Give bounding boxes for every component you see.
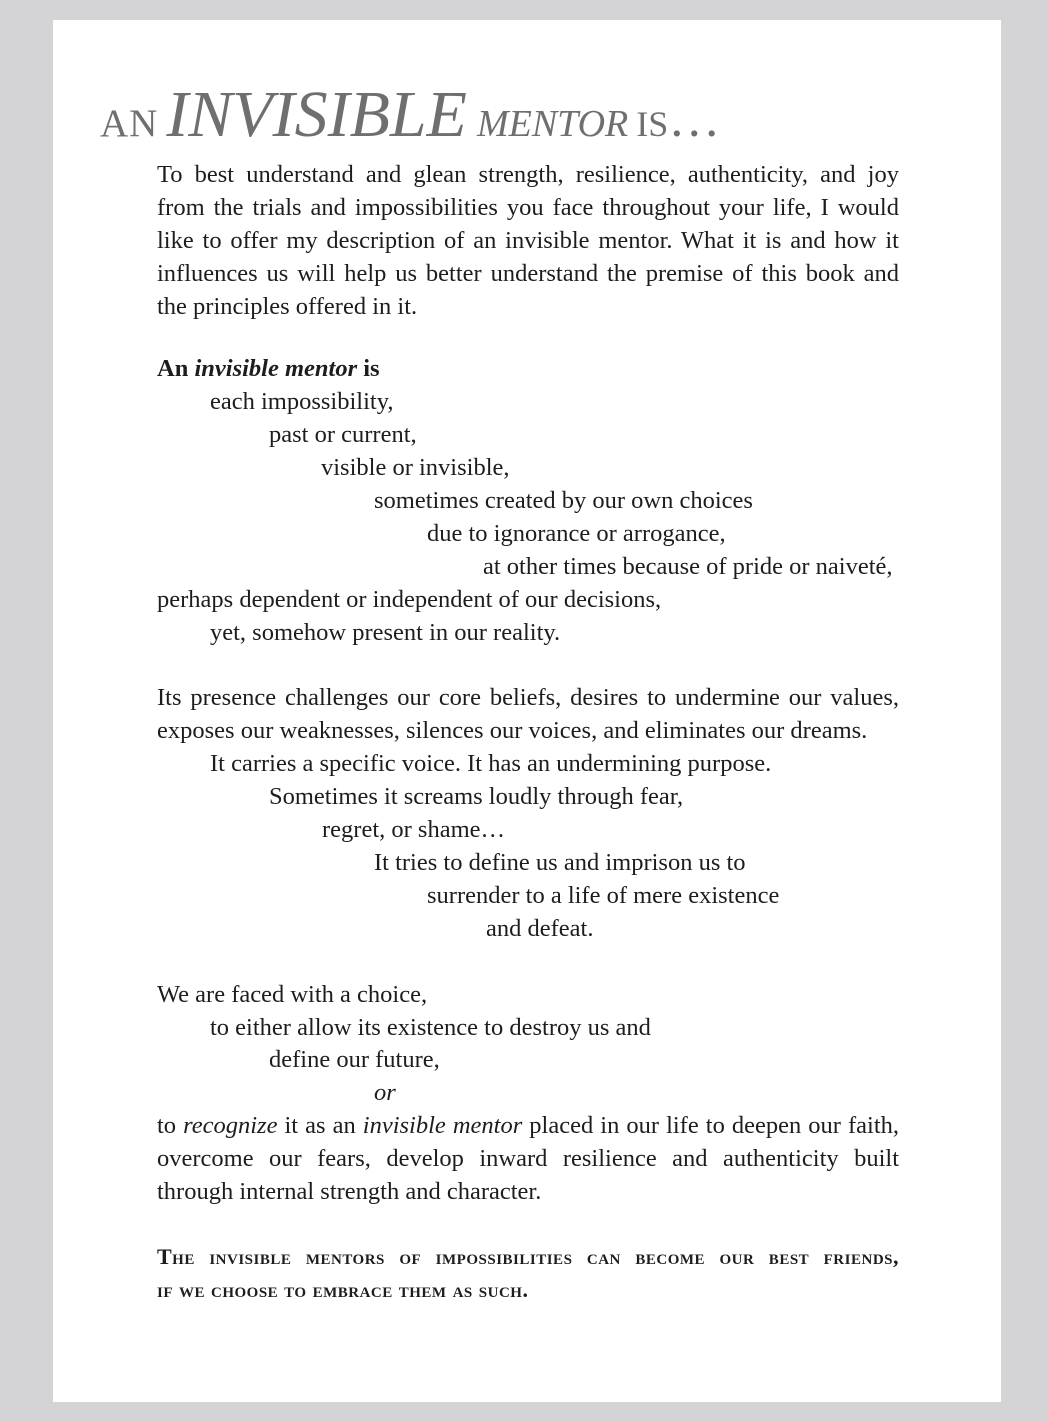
- definition-line: due to ignorance or arrogance,: [427, 520, 726, 547]
- choice-line: to either allow its existence to destroy us and: [210, 1014, 651, 1041]
- title-word-invisible: INVISIBLE: [166, 78, 467, 151]
- definition-lead: [157, 354, 380, 384]
- definition-line: sometimes created by our own choices: [374, 487, 753, 514]
- presence-line: Sometimes it screams loudly through fear,: [269, 783, 684, 810]
- recognize-word: recognize: [183, 1112, 278, 1139]
- definition-line: yet, somehow present in our reality.: [210, 619, 561, 646]
- definition-line: at other times because of pride or naiveté,: [483, 553, 893, 580]
- recognize-rest: placed in our life to deepen our faith,: [529, 1112, 900, 1139]
- closing-line: The invisible mentors of impossibilities can become our best friends,: [157, 1244, 899, 1269]
- choice-tail-line: overcome our fears, develop inward resilience and authenticity built: [157, 1145, 899, 1172]
- definition-lead-is: is: [363, 355, 380, 382]
- presence-line: It carries a specific voice. It has an undermining purpose.: [210, 750, 772, 777]
- presence-line: regret, or shame…: [322, 816, 505, 843]
- definition-line: perhaps dependent or independent of our decisions,: [157, 586, 662, 613]
- intro-line: the principles offered in it.: [157, 293, 418, 320]
- title-word-mentor: mentor: [476, 88, 629, 148]
- presence-line: and defeat.: [486, 915, 594, 942]
- presence-line: surrender to a life of mere existence: [427, 882, 780, 909]
- presence-line: exposes our weaknesses, silences our voices, and eliminates our dreams.: [157, 717, 868, 744]
- title-word-an: an: [100, 87, 159, 149]
- closing-line: if we choose to embrace them as such.: [157, 1277, 529, 1302]
- choice-line: define our future,: [269, 1046, 440, 1073]
- recognize-term: invisible mentor: [362, 1112, 523, 1139]
- intro-line: influences us will help us better understand the premise of this book and: [157, 260, 899, 287]
- choice-line: We are faced with a choice,: [157, 981, 428, 1008]
- definition-lead-an: An: [157, 355, 189, 382]
- presence-line: Its presence challenges our core beliefs, desires to undermine our values,: [157, 684, 899, 711]
- intro-line: from the trials and impossibilities you face throughout your life, I would: [157, 194, 899, 221]
- book-page: [53, 20, 1001, 1402]
- definition-lead-term: invisible mentor: [194, 355, 358, 382]
- intro-line: To best understand and glean strength, resilience, authenticity, and joy: [157, 161, 899, 188]
- presence-line: It tries to define us and imprison us to: [374, 849, 746, 876]
- choice-or: or: [374, 1079, 396, 1106]
- definition-line: past or current,: [269, 421, 417, 448]
- choice-tail-line: through internal strength and character.: [157, 1178, 542, 1205]
- recognize-to: to: [157, 1112, 177, 1139]
- definition-line: visible or invisible,: [321, 454, 510, 481]
- recognize-line: [157, 1111, 899, 1141]
- intro-line: like to offer my description of an invisible mentor. What it is and how it: [157, 227, 899, 254]
- definition-line: each impossibility,: [210, 388, 394, 415]
- recognize-as-an: it as an: [284, 1112, 356, 1139]
- page-title: [100, 78, 721, 151]
- title-word-is: is…: [636, 91, 721, 148]
